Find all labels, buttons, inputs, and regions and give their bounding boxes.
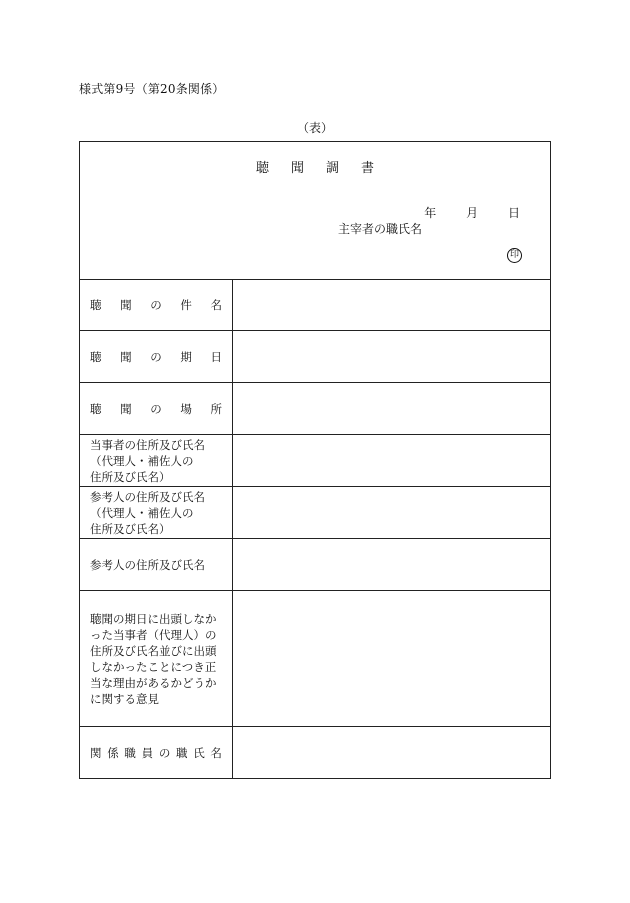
- label-line: 住所及び氏名）: [90, 469, 171, 484]
- label-char: 職: [124, 746, 136, 760]
- label-char: の: [150, 401, 162, 416]
- row-value-party[interactable]: [233, 435, 550, 486]
- row-value-staff[interactable]: [233, 727, 550, 779]
- label-char: 日: [210, 349, 222, 364]
- label-char: 員: [141, 746, 154, 760]
- row-witness: [80, 539, 550, 591]
- presiding-official-label: 主宰者の職氏名: [338, 222, 423, 236]
- row-label-hearing-place: [80, 383, 233, 434]
- row-value-hearing-subject[interactable]: [233, 279, 550, 330]
- row-value-hearing-date[interactable]: [233, 331, 550, 382]
- row-label-witness-with-agent: [80, 487, 233, 538]
- row-value-absent-party-opinion[interactable]: [233, 591, 550, 726]
- label-char: の: [150, 297, 162, 312]
- label-text: 聴聞の期日に出頭しなかった当事者（代理人）の住所及び氏名並びに出頭しなかったことにつき正当な理由があるかどうかに関する意見: [90, 611, 217, 706]
- label-char: 名: [210, 297, 222, 312]
- label-char: 件: [180, 297, 192, 312]
- row-hearing-place: [80, 383, 550, 435]
- label-line: 参考人の住所及び氏名: [90, 489, 205, 504]
- row-label-absent-party-opinion: [80, 591, 233, 726]
- row-label-party: [80, 435, 233, 486]
- label-line: 住所及び氏名）: [90, 521, 171, 536]
- row-label-witness: 参考人の住所及び氏名: [80, 539, 233, 590]
- date-line: [398, 204, 520, 221]
- label-char: 所: [210, 401, 222, 416]
- label-char: 期: [180, 349, 192, 364]
- label-char: の: [150, 349, 162, 364]
- row-label-hearing-date: [80, 331, 233, 382]
- label-char: 名: [210, 746, 222, 760]
- title-block: [80, 142, 550, 280]
- form-rows: [80, 279, 550, 779]
- label-char: 氏: [193, 746, 205, 760]
- label-char: 場: [180, 401, 192, 416]
- date-month: 月: [466, 206, 479, 220]
- row-hearing-date: [80, 331, 550, 383]
- hearing-record-form: [79, 141, 551, 779]
- side-label: （表）: [296, 121, 333, 135]
- label-char: 職: [176, 746, 188, 760]
- label-char: 聞: [120, 401, 132, 416]
- label-char: 聴: [90, 297, 102, 312]
- date-year: 年: [424, 206, 437, 220]
- label-char: 聞: [120, 349, 132, 364]
- form-number: 様式第9号（第20条関係）: [79, 82, 225, 96]
- label-line: （代理人・補佐人の: [90, 505, 194, 520]
- row-label-hearing-subject: [80, 279, 233, 330]
- row-witness-with-agent: [80, 487, 550, 539]
- label-line: 当事者の住所及び氏名: [90, 437, 205, 452]
- row-hearing-subject: [80, 279, 550, 331]
- date-day: 日: [507, 206, 520, 220]
- label-char: 聴: [90, 401, 102, 416]
- seal-mark: 印: [507, 248, 522, 263]
- label-line: （代理人・補佐人の: [90, 453, 194, 468]
- row-absent-party-opinion: [80, 591, 550, 727]
- row-value-witness[interactable]: [233, 539, 550, 590]
- document-title: 聴聞調書: [255, 161, 396, 176]
- row-value-witness-with-agent[interactable]: [233, 487, 550, 538]
- label-char: 聴: [90, 349, 102, 364]
- row-value-hearing-place[interactable]: [233, 383, 550, 434]
- label-char: 聞: [120, 297, 132, 312]
- label-char: 係: [107, 746, 119, 760]
- label-char: 関: [90, 746, 102, 760]
- row-party: [80, 435, 550, 487]
- row-staff: [80, 727, 550, 779]
- label-char: の: [158, 746, 171, 760]
- row-label-staff: [80, 727, 233, 779]
